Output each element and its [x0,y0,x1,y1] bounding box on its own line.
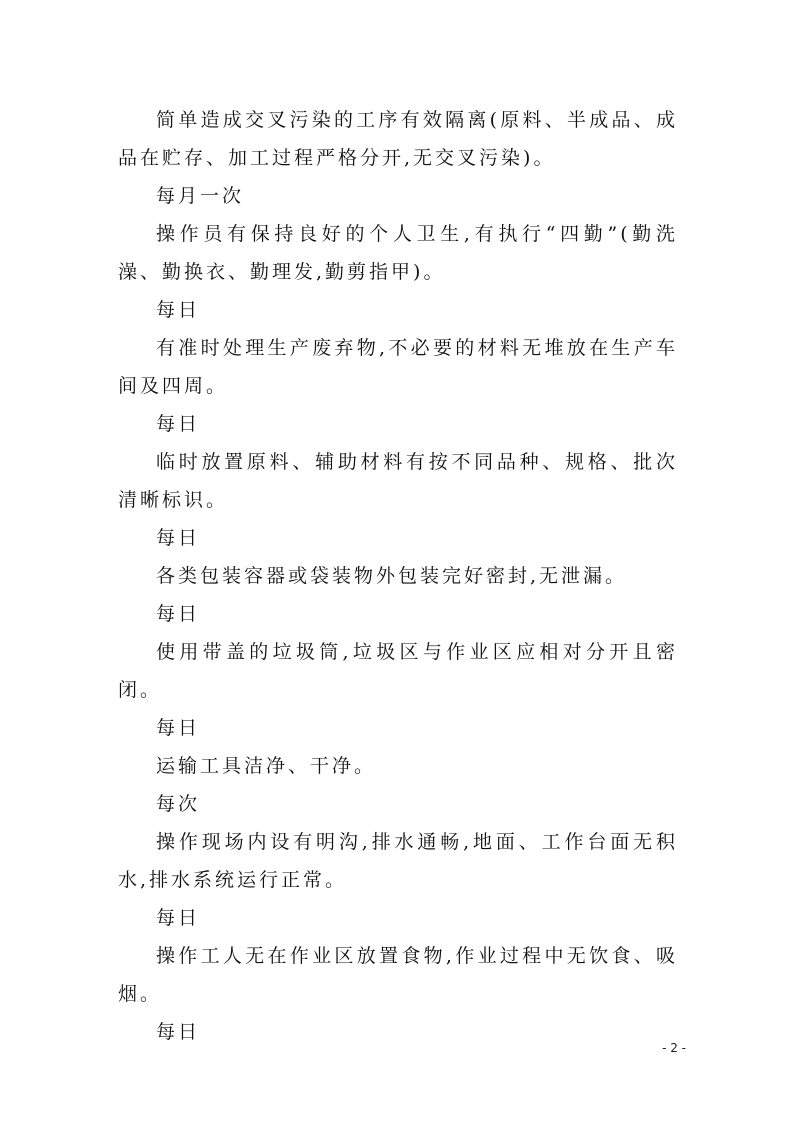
page-number: - 2 - [662,1041,686,1055]
paragraph-transport-tools: 运输工具洁净、干净。 [156,755,377,777]
paragraph-frequency: 每日 [156,299,201,321]
paragraph-trash-bins: 使用带盖的垃圾筒,垃圾区与作业区应相对分开且密闭。 [118,641,678,701]
paragraph-frequency: 每日 [156,527,201,549]
paragraph-frequency: 每月一次 [156,185,245,207]
paragraph-packaging: 各类包装容器或袋装物外包装完好密封,无泄漏。 [156,565,628,587]
paragraph-cross-contamination: 简单造成交叉污染的工序有效隔离(原料、半成品、成品在贮存、加工过程严格分开,无交叉污染)。 [118,109,678,169]
paragraph-frequency: 每日 [156,413,201,435]
paragraph-frequency: 每次 [156,793,201,815]
document-body [118,101,678,1051]
paragraph-frequency: 每日 [156,1021,201,1043]
paragraph-drainage: 操作现场内设有明沟,排水通畅,地面、工作台面无积水,排水系统运行正常。 [118,831,678,891]
paragraph-frequency: 每日 [156,603,201,625]
paragraph-frequency: 每日 [156,907,201,929]
paragraph-no-food-smoking: 操作工人无在作业区放置食物,作业过程中无饮食、吸烟。 [118,945,678,1005]
paragraph-material-labeling: 临时放置原料、辅助材料有按不同品种、规格、批次清晰标识。 [118,451,678,511]
paragraph-personal-hygiene: 操作员有保持良好的个人卫生,有执行“四勤”(勤洗澡、勤换衣、勤理发,勤剪指甲)。 [118,223,678,283]
paragraph-frequency: 每日 [156,717,201,739]
paragraph-waste-handling: 有准时处理生产废弃物,不必要的材料无堆放在生产车间及四周。 [118,337,678,397]
